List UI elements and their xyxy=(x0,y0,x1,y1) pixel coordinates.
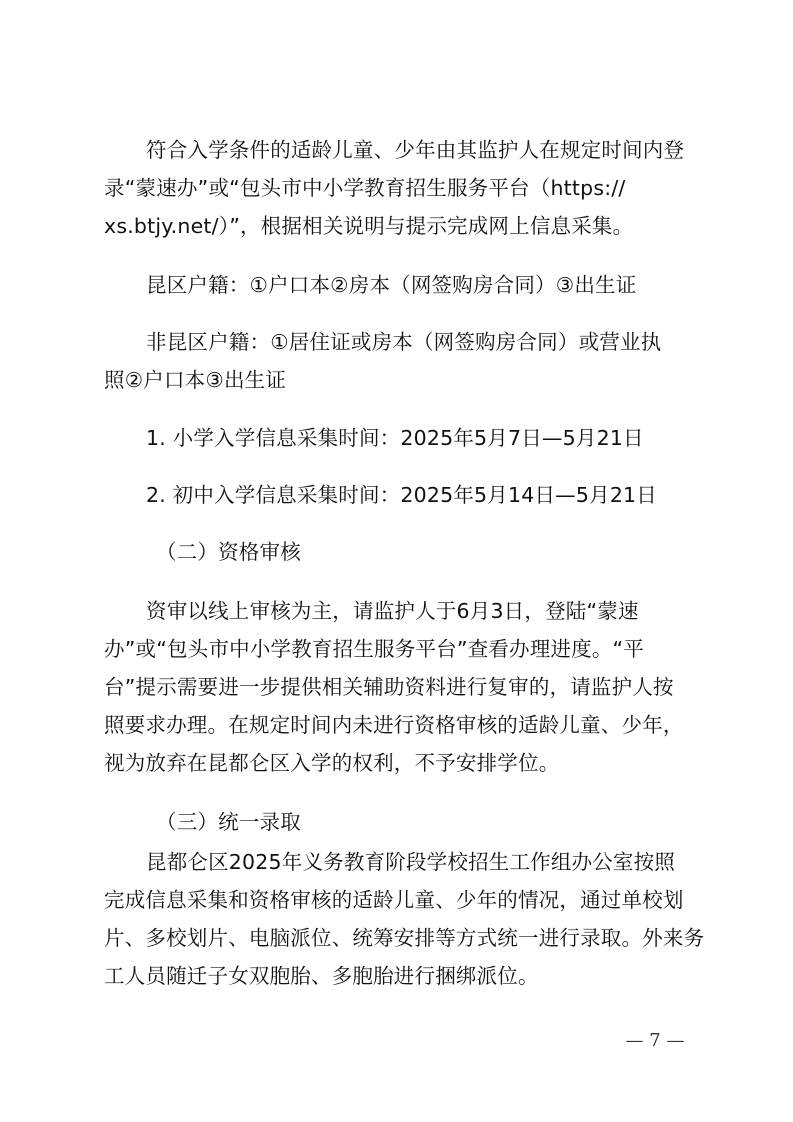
text-line: 完成信息采集和资格审核的适龄儿童、少年的情况，通过单校划 xyxy=(104,888,684,912)
paragraph-unified-admission xyxy=(104,843,705,995)
text-line: 1. 小学入学信息采集时间：2025年5月7日—5月21日 xyxy=(146,426,644,450)
paragraph-junior-collection-time xyxy=(104,476,694,514)
text-line: 照②户口本③出生证 xyxy=(104,368,287,392)
text-line: 录“蒙速办”或“包头市中小学教育招生服务平台（https:// xyxy=(104,176,626,200)
text-line: 昆区户籍：①户口本②房本（网签购房合同）③出生证 xyxy=(146,273,637,297)
text-line: 非昆区户籍：①居住证或房本（网签购房合同）或营业执 xyxy=(146,330,662,354)
text-line: 视为放弃在昆都仑区入学的权利，不予安排学位。 xyxy=(104,751,560,775)
text-line: 台”提示需要进一步提供相关辅助资料进行复审的，请监护人按 xyxy=(104,675,674,699)
text-line: 工人员随迁子女双胞胎、多胞胎进行捆绑派位。 xyxy=(104,964,539,988)
text-line: 符合入学条件的适龄儿童、少年由其监护人在规定时间内登 xyxy=(146,138,685,162)
section-heading: （二）资格审核 xyxy=(156,540,301,564)
text-line: 办”或“包头市中小学教育招生服务平台”查看办理进度。“平 xyxy=(104,637,645,661)
paragraph-qualification-review xyxy=(104,592,694,782)
text-line: 资审以线上审核为主，请监护人于6月3日，登陆“蒙速 xyxy=(146,599,639,623)
paragraph-kun-district-documents xyxy=(104,266,694,304)
paragraph-non-kun-district-documents xyxy=(104,323,694,399)
text-line: 2. 初中入学信息采集时间：2025年5月14日—5月21日 xyxy=(146,483,658,507)
paragraph-primary-collection-time xyxy=(104,419,694,457)
text-line: 照要求办理。在规定时间内未进行资格审核的适龄儿童、少年， xyxy=(104,713,684,737)
heading-qualification-review xyxy=(104,533,694,571)
section-heading: （三）统一录取 xyxy=(156,810,301,834)
text-line: 昆都仑区2025年义务教育阶段学校招生工作组办公室按照 xyxy=(146,850,676,874)
text-line: 片、多校划片、电脑派位、统筹安排等方式统一进行录取。外来务 xyxy=(104,926,705,950)
paragraph-online-registration xyxy=(104,131,694,245)
heading-unified-admission xyxy=(104,803,694,841)
page-number: — 7 — xyxy=(625,1030,685,1051)
text-line: xs.btjy.net/）”，根据相关说明与提示完成网上信息采集。 xyxy=(104,214,634,238)
